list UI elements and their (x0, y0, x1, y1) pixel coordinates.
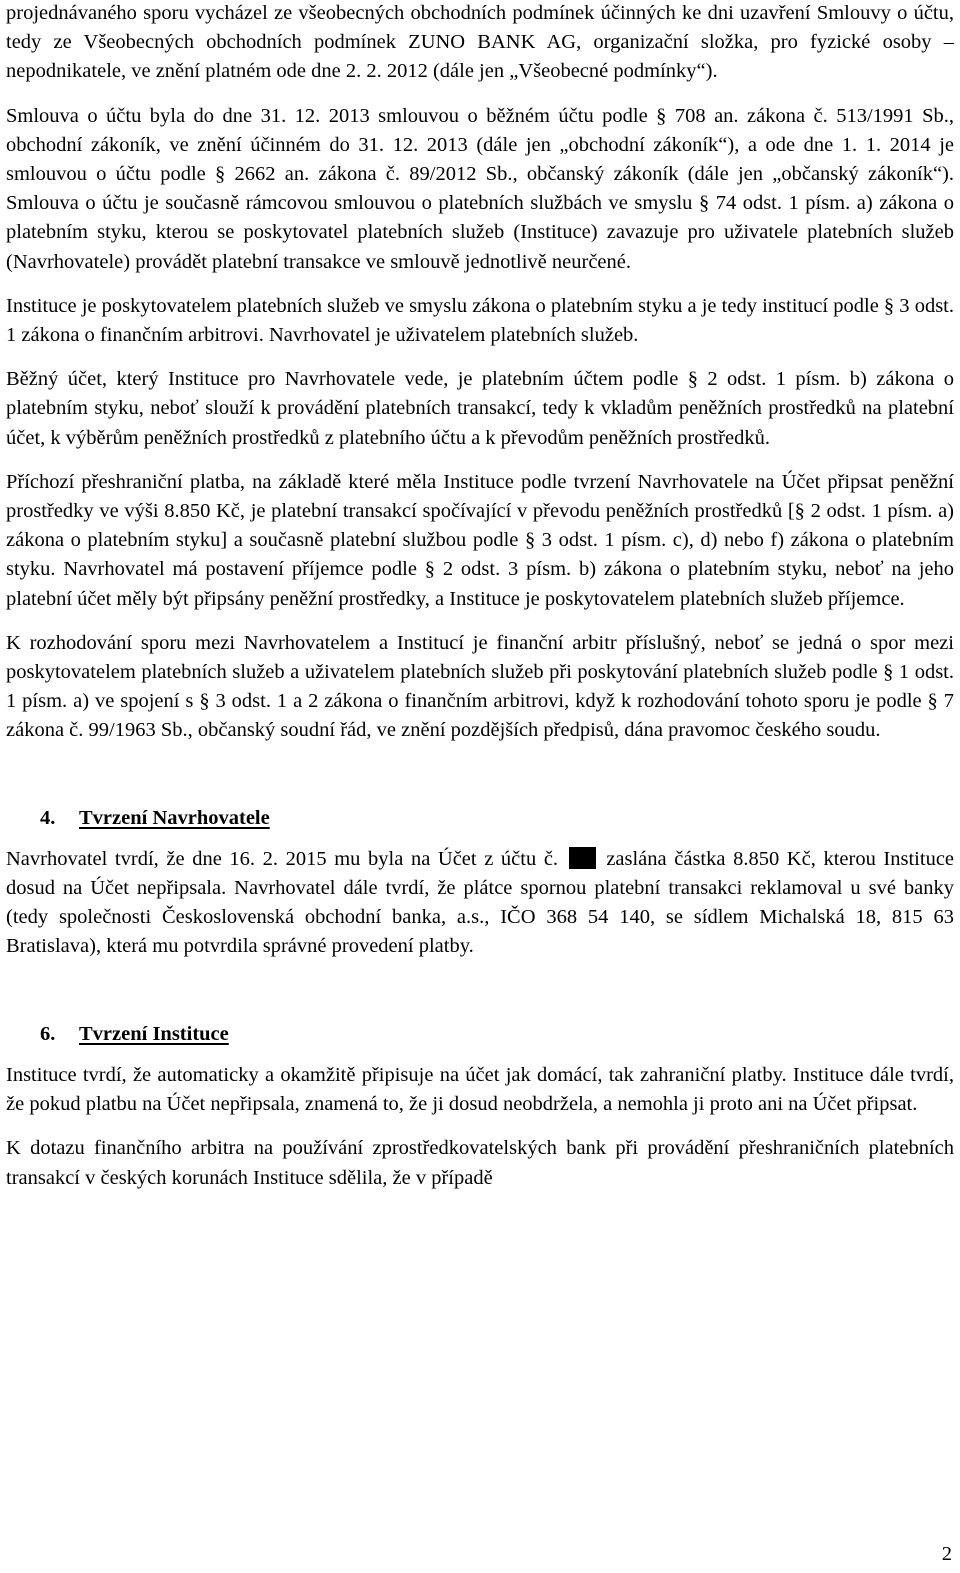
section-6-title: Tvrzení Instituce (79, 1022, 229, 1045)
paragraph-institution-claims: Instituce tvrdí, že automaticky a okamžitě připisuje na účet jak domácí, tak zahraniční platby. Instituce dále tvrdí, že pokud platbu na Účet nepřipsala, znamená to, že ji dosud neobdržela, a nemohla ji proto ani na Účet připsat. (6, 1063, 954, 1116)
section-4-heading (6, 804, 954, 833)
document-page (6, 0, 954, 1193)
paragraph-general-terms: projednávaného sporu vycházel ze všeobecných obchodních podmínek účinných ke dni uzavření Smlouvy o účtu, tedy ze Všeobecných obchodních podmínek ZUNO BANK AG, organizační složka, pro fyzické osoby – nepodnikatele, ve znění platném ode dne 2. 2. 2012 (dále jen „Všeobecné podmínky“). (6, 2, 954, 83)
page-number: 2 (941, 1543, 952, 1565)
claimant-claims-text-start: Navrhovatel tvrdí, že dne 16. 2. 2015 mu byla na Účet z účtu č. (6, 847, 559, 870)
paragraph-institution-role: Instituce je poskytovatelem platebních služeb ve smyslu zákona o platebním styku a je tedy institucí podle § 3 odst. 1 zákona o finančním arbitrovi. Navrhovatel je uživatelem platebních služeb. (6, 294, 954, 347)
section-4-title: Tvrzení Navrhovatele (79, 806, 270, 829)
section-6-heading (6, 1020, 954, 1049)
paragraph-current-account: Běžný účet, který Instituce pro Navrhovatele vede, je platebním účtem podle § 2 odst. 1 písm. b) zákona o platebním styku, neboť slouží k provádění platebních transakcí, tedy k vkladům peněžních prostředků na platební účet, k výběrům peněžních prostředků z platebního účtu a k převodům peněžních prostředků. (6, 368, 954, 449)
section-4-number: 4. (40, 806, 56, 829)
claimant-claims-text-end: zaslána částka 8.850 Kč, kterou Instituce dosud na Účet nepřipsala. Navrhovatel dále tvrdí, že plátce spornou platební transakci reklamoval u své banky (tedy společnosti Československá obchodní banka, a.s., IČO 368 54 140, se sídlem Michalská 18, 815 63 Bratislava), která mu potvrdila správné provedení platby. (6, 847, 955, 958)
paragraph-account-agreement: Smlouva o účtu byla do dne 31. 12. 2013 smlouvou o běžném účtu podle § 708 an. zákona č. 513/1991 Sb., obchodní zákoník, ve znění účinném do 31. 12. 2013 (dále jen „obchodní zákoník“), a ode dne 1. 1. 2014 je smlouvou o účtu podle § 2662 an. zákona č. 89/2012 Sb., občanský zákoník (dále jen „občanský zákoník“). Smlouva o účtu je současně rámcovou smlouvou o platebních službách ve smyslu § 74 odst. 1 písm. a) zákona o platebním styku, kterou se poskytovatel platebních služeb (Instituce) zavazuje pro uživatele platebních služeb (Navrhovatele) provádět platební transakce ve smlouvě jednotlivě neurčené. (6, 104, 954, 273)
paragraph-arbiter-query: K dotazu finančního arbitra na používání zprostředkovatelských bank při provádění přeshraničních platebních transakcí v českých korunách Instituce sdělila, že v případě (6, 1137, 954, 1189)
section-6-number: 6. (40, 1022, 56, 1045)
paragraph-jurisdiction: K rozhodování sporu mezi Navrhovatelem a Institucí je finanční arbitr příslušný, neboť se jedná o spor mezi poskytovatelem platebních služeb a uživatelem platebních služeb při poskytování platebních služeb podle § 1 odst. 1 písm. a) ve spojení s § 3 odst. 1 a 2 zákona o finančním arbitrovi, když k rozhodování tohoto sporu je podle § 7 zákona č. 99/1963 Sb., občanský soudní řád, ve znění pozdějších předpisů, dána pravomoc českého soudu. (6, 631, 954, 742)
paragraph-cross-border-payment: Příchozí přeshraniční platba, na základě které měla Instituce podle tvrzení Navrhovatele na Účet připsat peněžní prostředky ve výši 8.850 Kč, je platební transakcí spočívající v převodu peněžních prostředků [§ 2 odst. 1 písm. a) zákona o platebním styku] a současně platební službou podle § 3 odst. 1 písm. c), d) nebo f) zákona o platebním styku. Navrhovatel má postavení příjemce podle § 2 odst. 3 písm. b) zákona o platebním styku, neboť na jeho platební účet měly být připsány peněžní prostředky, a Instituce je poskytovatelem platebních služeb příjemce. (6, 470, 954, 610)
redacted-account-number (569, 847, 596, 869)
paragraph-claimant-claims (6, 845, 954, 962)
